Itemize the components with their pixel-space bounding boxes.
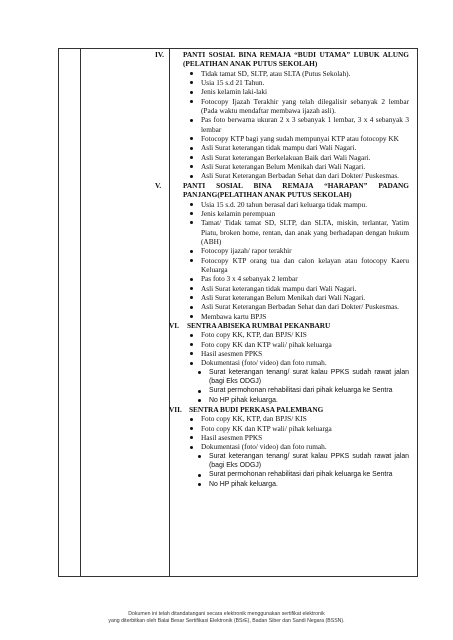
requirement-list xyxy=(189,69,409,181)
section-iv xyxy=(155,50,409,181)
list-item: Asli Surat Keterangan Berbadan Sehat dan dari Dokter/ Puskesmas. xyxy=(189,302,409,311)
section-title xyxy=(155,180,409,200)
list-item: Tidak tamat SD, SLTP, atau SLTA (Putus Sekolah). xyxy=(189,69,409,78)
section-title-text: SENTRA ABISEKA RUMBAI PEKANBARU xyxy=(187,320,331,330)
list-item: Dokumentasi (foto/ video) dan foto rumah. xyxy=(189,442,409,451)
footer-line-1: Dokumen ini telah ditandatangani secara elektronik menggunakan sertifikat elektronik xyxy=(128,611,325,617)
list-item: Usia 15 s.d. 20 tahun berasal dari keluarga tidak mampu. xyxy=(189,200,409,209)
section-title-text: PANTI SOSIAL BINA REMAJA “HARAPAN” PADANG PANJANG(PELATIHAN ANAK PUTUS SEKOLAH) xyxy=(183,180,409,200)
list-item: Foto copy KK dan KTP wali/ pihak keluarga xyxy=(189,340,409,349)
list-item: Asli Surat keterangan Berkelakuan Baik dari Wali Nagari. xyxy=(189,153,409,162)
requirement-list xyxy=(189,414,409,451)
list-item: Asli Surat keterangan tidak mampu dari Wali Nagari. xyxy=(189,284,409,293)
requirements-content xyxy=(155,50,409,489)
list-item: Hasil asesmen PPKS xyxy=(189,349,409,358)
list-item: No HP pihak keluarga. xyxy=(197,480,409,489)
list-item: Fotocopy Ijazah Terakhir yang telah dilegalisir sebanyak 2 lembar (Pada waktu mendaftar membawa ijazah asli). xyxy=(189,97,409,116)
requirement-list xyxy=(189,200,409,321)
list-item: No HP pihak keluarga. xyxy=(197,396,409,405)
list-item: Surat permohonan rehabilitasi dari pihak keluarga ke Sentra xyxy=(197,386,409,395)
list-item: Fotocopy KTP bagi yang sudah mempunyai KTP atau fotocopy KK xyxy=(189,134,409,143)
section-number: VI. xyxy=(169,320,179,330)
list-item: Foto copy KK, KTP, dan BPJS/ KIS xyxy=(189,414,409,423)
section-number: VII. xyxy=(169,405,182,415)
list-item: Surat keterangan tenang/ surat kalau PPKS sudah rawat jalan (bagi Eks ODGJ) xyxy=(197,368,409,387)
table-column-divider-1 xyxy=(80,49,81,576)
footer-line-2: yang diterbitkan oleh Balai Besar Sertifikasi Elektronik (BSrE), Badan Siber dan Sandi Negara (BSSN). xyxy=(108,618,345,624)
list-item: Hasil asesmen PPKS xyxy=(189,433,409,442)
list-item: Membawa kartu BPJS xyxy=(189,312,409,321)
list-item: Foto copy KK, KTP, dan BPJS/ KIS xyxy=(189,330,409,339)
list-item: Foto copy KK dan KTP wali/ pihak keluarga xyxy=(189,424,409,433)
section-vii xyxy=(169,405,409,489)
list-item: Surat keterangan tenang/ surat kalau PPKS sudah rawat jalan (bagi Eks ODGJ) xyxy=(197,452,409,471)
requirement-list-small xyxy=(197,452,409,489)
section-vi xyxy=(169,321,409,405)
section-number: V. xyxy=(155,180,162,190)
list-item: Asli Surat keterangan tidak mampu dari Wali Nagari. xyxy=(189,143,409,152)
section-title-text: PANTI SOSIAL BINA REMAJA “BUDI UTAMA” LUBUK ALUNG (PELATIHAN ANAK PUTUS SEKOLAH) xyxy=(183,50,409,69)
list-item: Jenis kelamin perempuan xyxy=(189,209,409,218)
section-title xyxy=(169,405,409,414)
list-item: Surat permohonan rehabilitasi dari pihak keluarga ke Sentra xyxy=(197,470,409,479)
list-item: Fotocopy ijazah/ rapor terakhir xyxy=(189,246,409,255)
list-item: Jenis kelamin laki-laki xyxy=(189,87,409,96)
list-item: Asli Surat Keterangan Berbadan Sehat dan dari Dokter/ Puskesmas. xyxy=(189,171,409,180)
requirement-list xyxy=(189,330,409,367)
list-item: Tamat/ Tidak tamat SD, SLTP, dan SLTA, miskin, terlantar, Yatim Piatu, broken home, rentan, dan anak yang berhadapan dengan hukum (ABH) xyxy=(189,218,409,246)
section-title xyxy=(155,50,409,69)
e-signature-footer xyxy=(0,611,453,625)
section-number: IV. xyxy=(155,50,164,59)
list-item: Dokumentasi (foto/ video) dan foto rumah. xyxy=(189,358,409,367)
section-title-text: SENTRA BUDI PERKASA PALEMBANG xyxy=(189,405,324,415)
list-item: Usia 15 s.d 21 Tahun. xyxy=(189,78,409,87)
list-item: Fotocopy KTP orang tua dan calon kelayan atau fotocopy Kaeru Keluarga xyxy=(189,256,409,275)
requirement-list-small xyxy=(197,368,409,405)
list-item: Asli Surat keterangan Belum Menikah dari Wali Nagari. xyxy=(189,162,409,171)
list-item: Pas foto berwarna ukuran 2 x 3 sebanyak 1 lembar, 3 x 4 sebanyak 3 lembar xyxy=(189,115,409,134)
list-item: Pas foto 3 x 4 sebanyak 2 lembar xyxy=(189,274,409,283)
list-item: Asli Surat keterangan Belum Menikah dari Wali Nagari. xyxy=(189,293,409,302)
section-title xyxy=(169,321,409,330)
section-v xyxy=(155,180,409,321)
